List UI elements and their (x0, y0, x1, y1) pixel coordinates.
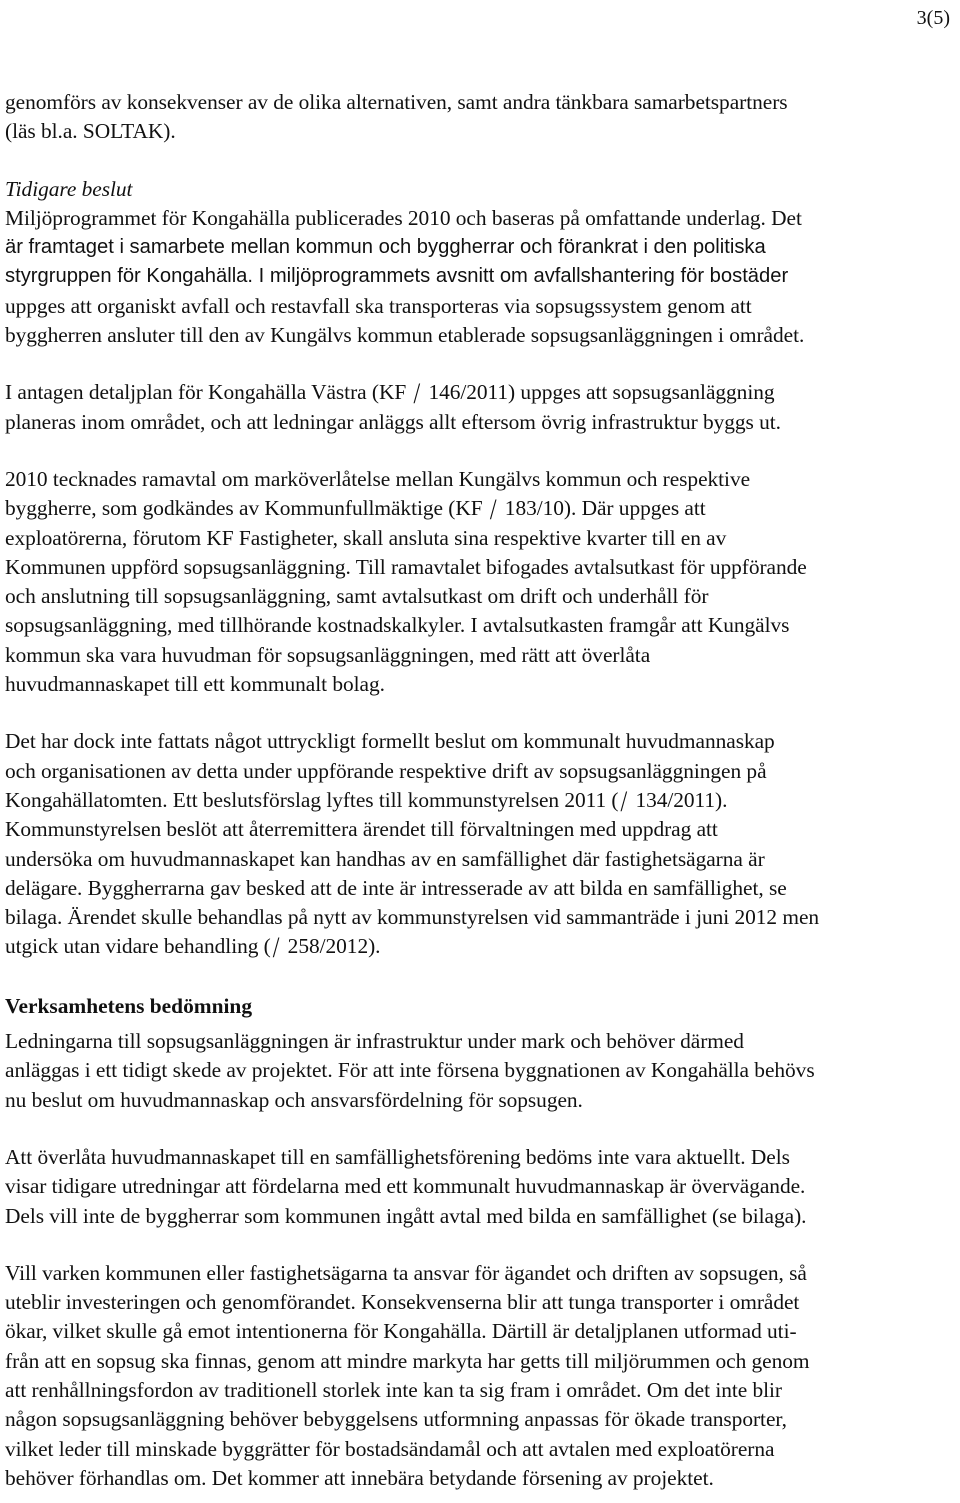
text-line (5, 815, 960, 844)
page-number: 3(5) (916, 7, 950, 29)
text-segment: kommun ska vara huvudman för sopsugsanläggningen, med rätt att överlåta (5, 642, 651, 667)
paragraph (5, 175, 960, 351)
text-line (5, 1056, 960, 1085)
paragraph (5, 727, 960, 965)
text-segment: 2010 tecknades ramavtal om marköverlåtelse mellan Kungälvs kommun och respektive (5, 466, 751, 491)
text-segment: bilaga. Ärendet skulle behandlas på nytt av kommunstyrelsen vid sammanträde i juni 2012 men (5, 905, 820, 930)
text-line (5, 88, 960, 117)
text-segment: och organisationen av detta under uppförande respektive drift av sopsugsanläggningen på (5, 758, 767, 783)
text-segment: planeras inom området, och att ledningar anläggs allt eftersom övrig infrastruktur byggs ut. (5, 409, 781, 434)
text-line (5, 1317, 960, 1346)
text-segment: huvudmannaskapet till ett kommunalt bolag. (5, 672, 385, 697)
text-line (5, 1347, 960, 1376)
text-segment: Dels vill inte de byggherrar som kommunen ingått avtal med bilda en samfällighet (se bilaga). (5, 1203, 807, 1228)
paragraph-mark: / (272, 932, 280, 965)
text-line (5, 611, 960, 640)
text-line (5, 465, 960, 494)
text-segment: nu beslut om huvudmannaskap och ansvarsfördelning för sopsugen. (5, 1087, 583, 1112)
text-segment: byggherre, som godkändes av Kommunfullmäktige (KF (5, 496, 488, 521)
text-segment: utgick utan vidare behandling ( (5, 934, 271, 959)
text-segment: styrgruppen för Kongahälla. I miljöprogrammets avsnitt om avfallshantering för bostäder (5, 265, 789, 288)
text-line (5, 553, 960, 582)
text-segment: någon sopsugsanläggning behöver bebyggelsens utformning anpassas för ökade transporter, (5, 1407, 787, 1432)
text-segment: Vill varken kommunen eller fastighetsägarna ta ansvar för ägandet och driften av sopsugen, så (5, 1260, 807, 1285)
paragraph-mark: / (489, 494, 497, 527)
text-line (5, 874, 960, 903)
text-segment: sopsugsanläggning, med tillhörande kostnadskalkyler. I avtalsutkasten framgår att Kungälvs (5, 613, 790, 638)
paragraph-title: Tidigare beslut (5, 176, 133, 201)
text-segment: delägare. Byggherrarna gav besked att de inte är intresserade av att bilda en samfällighet, se (5, 875, 787, 900)
text-line (5, 1202, 960, 1231)
text-line (5, 1143, 960, 1172)
paragraph (5, 465, 960, 699)
text-segment: vilket leder till minskade byggrätter för bostadsändamål och att avtalen med exploatörerna (5, 1436, 775, 1461)
paragraph (5, 1259, 960, 1493)
text-line (5, 727, 960, 756)
text-segment: Miljöprogrammet för Kongahälla publicerades 2010 och baseras på omfattande underlag. Det (5, 205, 802, 230)
text-segment: anläggas i ett tidigt skede av projektet. För att inte försena byggnationen av Kongahälla behövs (5, 1058, 815, 1083)
text-line (5, 1435, 960, 1464)
text-line (5, 1288, 960, 1317)
text-line (5, 641, 960, 670)
text-line (5, 117, 960, 146)
paragraph (5, 1143, 960, 1231)
paragraph-mark: / (413, 378, 421, 411)
text-segment: Kongahällatomten. Ett beslutsförslag lyftes till kommunstyrelsen 2011 ( (5, 787, 619, 812)
text-line (5, 1405, 960, 1434)
text-segment: Ledningarna till sopsugsanläggningen är infrastruktur under mark och behöver därmed (5, 1029, 744, 1054)
text-line (5, 378, 960, 411)
text-segment: är framtaget i samarbete mellan kommun och byggherrar och förankrat i den politiska (5, 236, 766, 259)
text-line (5, 932, 960, 965)
text-segment: 134/2011). (630, 787, 728, 812)
text-segment: Kommunstyrelsen beslöt att återremittera ärendet till förvaltningen med uppdrag att (5, 817, 718, 842)
text-segment: 146/2011) uppges att sopsugsanläggning (423, 380, 775, 405)
text-line (5, 1464, 960, 1493)
paragraph-mark: / (620, 785, 628, 819)
text-line (5, 233, 960, 262)
text-segment: Kommunen uppförd sopsugsanläggning. Till ramavtalet bifogades avtalsutkast för uppförande (5, 554, 807, 579)
paragraph (5, 378, 960, 437)
text-line (5, 1086, 960, 1115)
text-segment: 183/10). Där uppges att (499, 496, 706, 521)
text-line (5, 1259, 960, 1288)
text-line (5, 262, 960, 291)
text-segment: att renhållningsfordon av traditionell storlek inte kan ta sig fram i området. Om det inte blir (5, 1377, 782, 1402)
text-segment: Det har dock inte fattats något uttryckligt formellt beslut om kommunalt huvudmannaskap (5, 729, 775, 754)
section-assessment (5, 1027, 960, 1493)
text-line (5, 292, 960, 321)
document-body (5, 88, 960, 1493)
text-segment: visar tidigare utredningar att fördelarna med ett kommunalt huvudmannaskap är övervägande. (5, 1174, 806, 1199)
section-heading: Verksamhetens bedömning (5, 993, 253, 1018)
text-segment: Att överlåta huvudmannaskapet till en samfällighetsförening bedöms inte vara aktuellt. Dels (5, 1144, 790, 1169)
text-line (5, 757, 960, 786)
text-line (5, 1027, 960, 1056)
text-line (5, 494, 960, 527)
text-segment: (läs bl.a. SOLTAK). (5, 119, 176, 144)
text-segment: undersöka om huvudmannaskapet kan handhas av en samfällighet där fastighetsägarna är (5, 846, 765, 871)
text-segment: 258/2012). (282, 934, 381, 959)
paragraph (5, 88, 960, 147)
text-segment: och anslutning till sopsugsanläggning, samt avtalsutkast om drift och underhåll för (5, 584, 709, 609)
text-segment: från att en sopsug ska finnas, genom att mindre markyta har getts till miljörummen och genom (5, 1348, 810, 1373)
text-segment: I antagen detaljplan för Kongahälla Västra (KF (5, 380, 412, 405)
text-line (5, 408, 960, 437)
text-segment: exploatörerna, förutom KF Fastigheter, skall ansluta sina respektive kvarter till en av (5, 525, 727, 550)
text-segment: behöver förhandlas om. Det kommer att innebära betydande försening av projektet. (5, 1465, 714, 1490)
text-line (5, 1376, 960, 1405)
section-background (5, 88, 960, 965)
text-segment: genomförs av konsekvenser av de olika alternativen, samt andra tänkbara samarbetspartners (5, 90, 788, 114)
text-line (5, 903, 960, 932)
text-line (5, 321, 960, 350)
text-line (5, 845, 960, 874)
text-line (5, 1172, 960, 1201)
text-segment: ökar, vilket skulle gå emot intentionerna för Kongahälla. Därtill är detaljplanen utformad uti- (5, 1319, 797, 1344)
text-segment: uppges att organiskt avfall och restavfall ska transporteras via sopsugssystem genom att (5, 293, 752, 318)
text-line (5, 785, 960, 819)
text-line (5, 524, 960, 553)
text-segment: uteblir investeringen och genomförandet. Konsekvenserna blir att tunga transporter i området (5, 1290, 800, 1315)
text-segment: byggherren ansluter till den av Kungälvs kommun etablerade sopsugsanläggningen i området. (5, 323, 805, 348)
text-line (5, 204, 960, 233)
text-line (5, 582, 960, 611)
paragraph (5, 1027, 960, 1115)
text-line (5, 670, 960, 699)
